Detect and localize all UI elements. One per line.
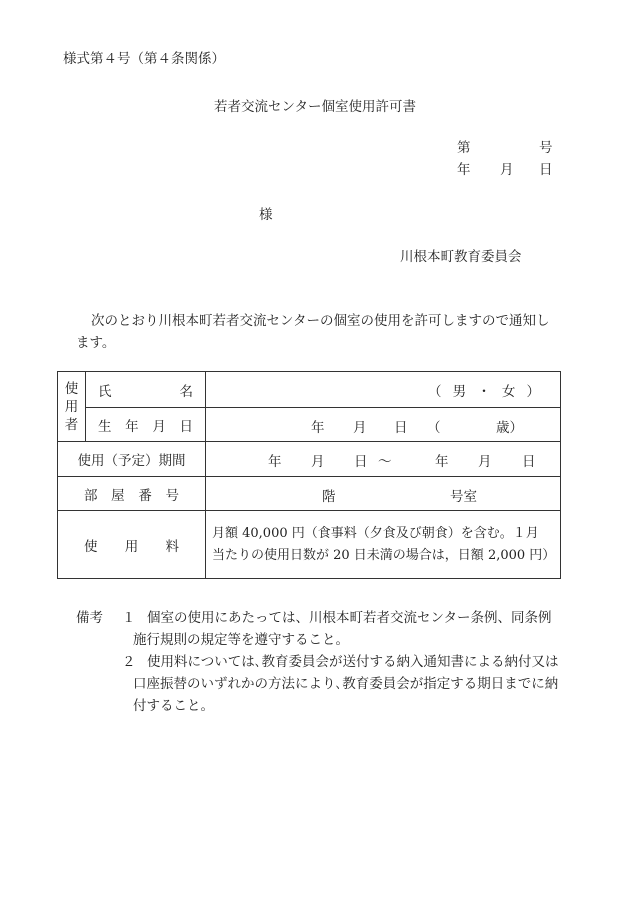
remark-1-line-1: 個室の使用にあたっては、川根本町若者交流センター条例、同条例: [147, 610, 552, 626]
remark-2-line-1: 使用料については､教育委員会が送付する納入通知書による納付又は: [147, 654, 559, 670]
remark-2-line-3: 付すること。: [133, 698, 214, 714]
form-number: 様式第４号（第４条関係）: [63, 51, 225, 67]
ref-go: 号: [539, 140, 553, 156]
name-value: （ 男 ・ 女 ）: [206, 372, 561, 408]
period-value: 年 月 日 ～ 年 月 日: [206, 442, 561, 477]
date-year: 年: [457, 162, 471, 178]
remarks-label: 備考: [76, 610, 103, 626]
row-birth: [58, 408, 561, 442]
row-fee: [58, 511, 561, 579]
body-line-2: ます。: [76, 335, 116, 351]
room-label: 部 屋 番 号: [58, 477, 206, 511]
row-name: [58, 372, 561, 408]
document-title: 若者交流センター個室使用許可書: [214, 99, 416, 115]
permit-table: [57, 371, 561, 579]
date-day: 日: [539, 162, 553, 178]
remark-2-number: ２: [122, 654, 136, 670]
period-label: 使用（予定）期間: [58, 442, 206, 477]
remark-2-line-2: 口座振替のいずれかの方法により､教育委員会が指定する期日までに納: [133, 676, 559, 692]
fee-value: 月額 40,000 円（食事料（夕食及び朝食）を含む。１月 当たりの使用日数が 20 日未満の場合は，日額 2,000 円）: [206, 511, 561, 579]
date-month: 月: [500, 162, 514, 178]
name-label: 氏 名: [86, 372, 206, 408]
row-period: [58, 442, 561, 477]
remark-1-number: １: [122, 610, 136, 626]
addressee-suffix: 様: [259, 207, 273, 223]
remark-1-line-2: 施行規則の規定等を遵守すること。: [133, 632, 349, 648]
room-value: 階 号室: [206, 477, 561, 511]
birth-label: 生 年 月 日: [86, 408, 206, 442]
fee-label: 使 用 料: [58, 511, 206, 579]
body-line-1: 次のとおり川根本町若者交流センターの個室の使用を許可しますので通知し: [91, 313, 550, 329]
issuer: 川根本町教育委員会: [400, 249, 522, 265]
ref-dai: 第: [457, 140, 471, 156]
row-room: [58, 477, 561, 511]
user-header: 使 用 者: [58, 372, 86, 442]
birth-value: 年 月 日 （ 歳）: [206, 408, 561, 442]
